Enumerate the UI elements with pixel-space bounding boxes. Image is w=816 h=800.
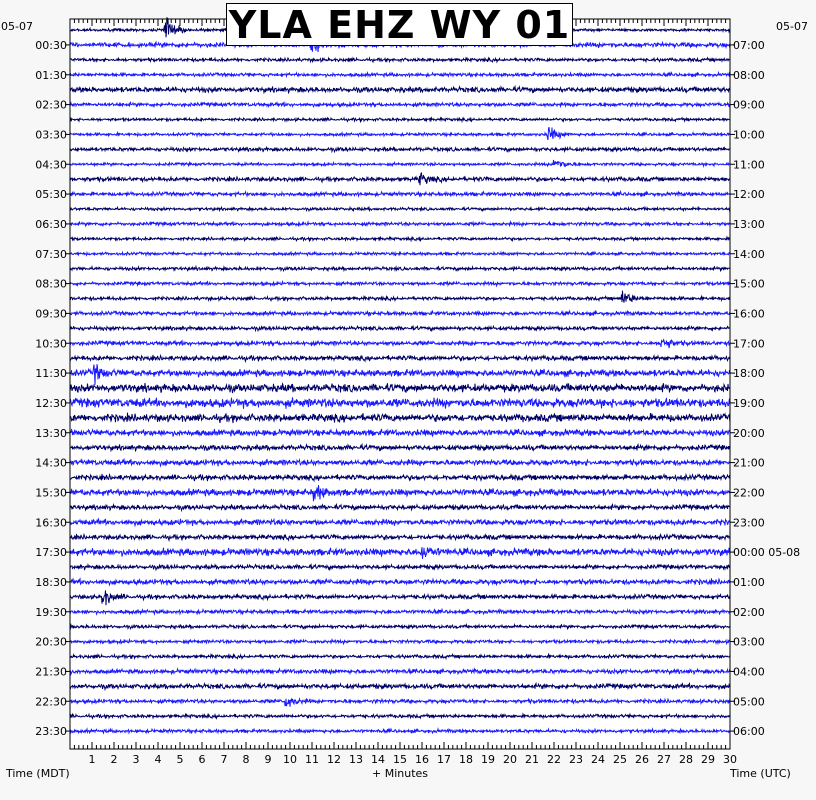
- right-time-label: 00:00 05-08: [733, 546, 801, 560]
- left-time-labels: [35, 39, 70, 738]
- left-time-label: 23:30: [35, 725, 67, 739]
- x-tick-label: 13: [349, 753, 363, 766]
- right-time-label: 05:00: [733, 695, 765, 709]
- right-time-label: 12:00: [733, 188, 765, 202]
- right-time-label: 15:00: [733, 277, 765, 291]
- left-time-label: 21:30: [35, 665, 67, 679]
- right-time-label: 13:00: [733, 217, 765, 231]
- left-time-label: 02:30: [35, 98, 67, 112]
- left-time-label: 16:30: [35, 516, 67, 530]
- right-time-label: 21:00: [733, 456, 765, 470]
- right-time-label: 22:00: [733, 486, 765, 500]
- right-time-label: 06:00: [733, 725, 765, 739]
- x-tick-label: 28: [679, 753, 693, 766]
- left-corner-date: 05-07: [1, 20, 33, 33]
- x-tick-label: 21: [525, 753, 539, 766]
- x-tick-label: 19: [481, 753, 495, 766]
- left-time-label: 12:30: [35, 396, 67, 410]
- x-tick-label: 14: [371, 753, 385, 766]
- right-time-label: 04:00: [733, 665, 765, 679]
- x-tick-label: 17: [437, 753, 451, 766]
- left-time-label: 00:30: [35, 38, 67, 52]
- left-time-label: 03:30: [35, 128, 67, 142]
- right-time-label: 14:00: [733, 247, 765, 261]
- left-time-label: 07:30: [35, 247, 67, 261]
- left-time-label: 05:30: [35, 188, 67, 202]
- right-time-label: 17:00: [733, 337, 765, 351]
- left-time-label: 09:30: [35, 307, 67, 321]
- left-time-label: 19:30: [35, 605, 67, 619]
- x-tick-label: 11: [305, 753, 319, 766]
- right-time-label: 19:00: [733, 396, 765, 410]
- x-tick-label: 20: [503, 753, 517, 766]
- x-tick-label: 2: [110, 753, 118, 766]
- right-corner-date: 05-07: [776, 20, 808, 33]
- x-tick-label: 18: [459, 753, 473, 766]
- left-time-label: 15:30: [35, 486, 67, 500]
- left-axis-title: Time (MDT): [6, 767, 70, 780]
- x-tick-label: 7: [220, 753, 228, 766]
- left-time-label: 17:30: [35, 546, 67, 560]
- left-time-label: 22:30: [35, 695, 67, 709]
- chart-title: YLA EHZ WY 01: [228, 2, 571, 47]
- right-time-labels: [730, 39, 800, 738]
- x-tick-label: 12: [327, 753, 341, 766]
- right-time-label: 20:00: [733, 426, 765, 440]
- left-time-label: 08:30: [35, 277, 67, 291]
- x-tick-label: 29: [701, 753, 715, 766]
- left-time-label: 11:30: [35, 367, 67, 381]
- x-tick-label: 5: [176, 753, 184, 766]
- left-time-label: 04:30: [35, 158, 67, 172]
- left-time-label: 14:30: [35, 456, 67, 470]
- x-tick-label: 10: [283, 753, 297, 766]
- left-time-label: 10:30: [35, 337, 67, 351]
- x-tick-label: 15: [393, 753, 407, 766]
- x-tick-label: 26: [635, 753, 649, 766]
- right-time-label: 03:00: [733, 635, 765, 649]
- x-axis-title: + Minutes: [372, 767, 429, 780]
- chart-title-box: [226, 3, 573, 46]
- plot-frame: [70, 19, 730, 749]
- right-time-label: 10:00: [733, 128, 765, 142]
- x-tick-label: 4: [154, 753, 162, 766]
- right-time-label: 16:00: [733, 307, 765, 321]
- x-tick-label: 16: [415, 753, 429, 766]
- right-time-label: 02:00: [733, 605, 765, 619]
- right-time-label: 18:00: [733, 367, 765, 381]
- x-tick-label: 1: [88, 753, 96, 766]
- left-time-label: 01:30: [35, 68, 67, 82]
- left-time-label: 06:30: [35, 217, 67, 231]
- right-time-label: 01:00: [733, 575, 765, 589]
- right-time-label: 23:00: [733, 516, 765, 530]
- right-time-label: 08:00: [733, 68, 765, 82]
- right-time-label: 11:00: [733, 158, 765, 172]
- right-axis-title: Time (UTC): [730, 767, 791, 780]
- x-tick-label: 6: [198, 753, 206, 766]
- left-time-label: 18:30: [35, 575, 67, 589]
- x-tick-label: 23: [569, 753, 583, 766]
- x-tick-label: 22: [547, 753, 561, 766]
- x-tick-label: 27: [657, 753, 671, 766]
- x-tick-label: 3: [132, 753, 140, 766]
- x-tick-label: 25: [613, 753, 627, 766]
- left-time-label: 13:30: [35, 426, 67, 440]
- right-time-label: 07:00: [733, 38, 765, 52]
- left-time-label: 20:30: [35, 635, 67, 649]
- right-time-label: 09:00: [733, 98, 765, 112]
- x-tick-label: 30: [723, 753, 737, 766]
- x-tick-label: 8: [242, 753, 250, 766]
- x-tick-label: 9: [264, 753, 272, 766]
- x-tick-label: 24: [591, 753, 605, 766]
